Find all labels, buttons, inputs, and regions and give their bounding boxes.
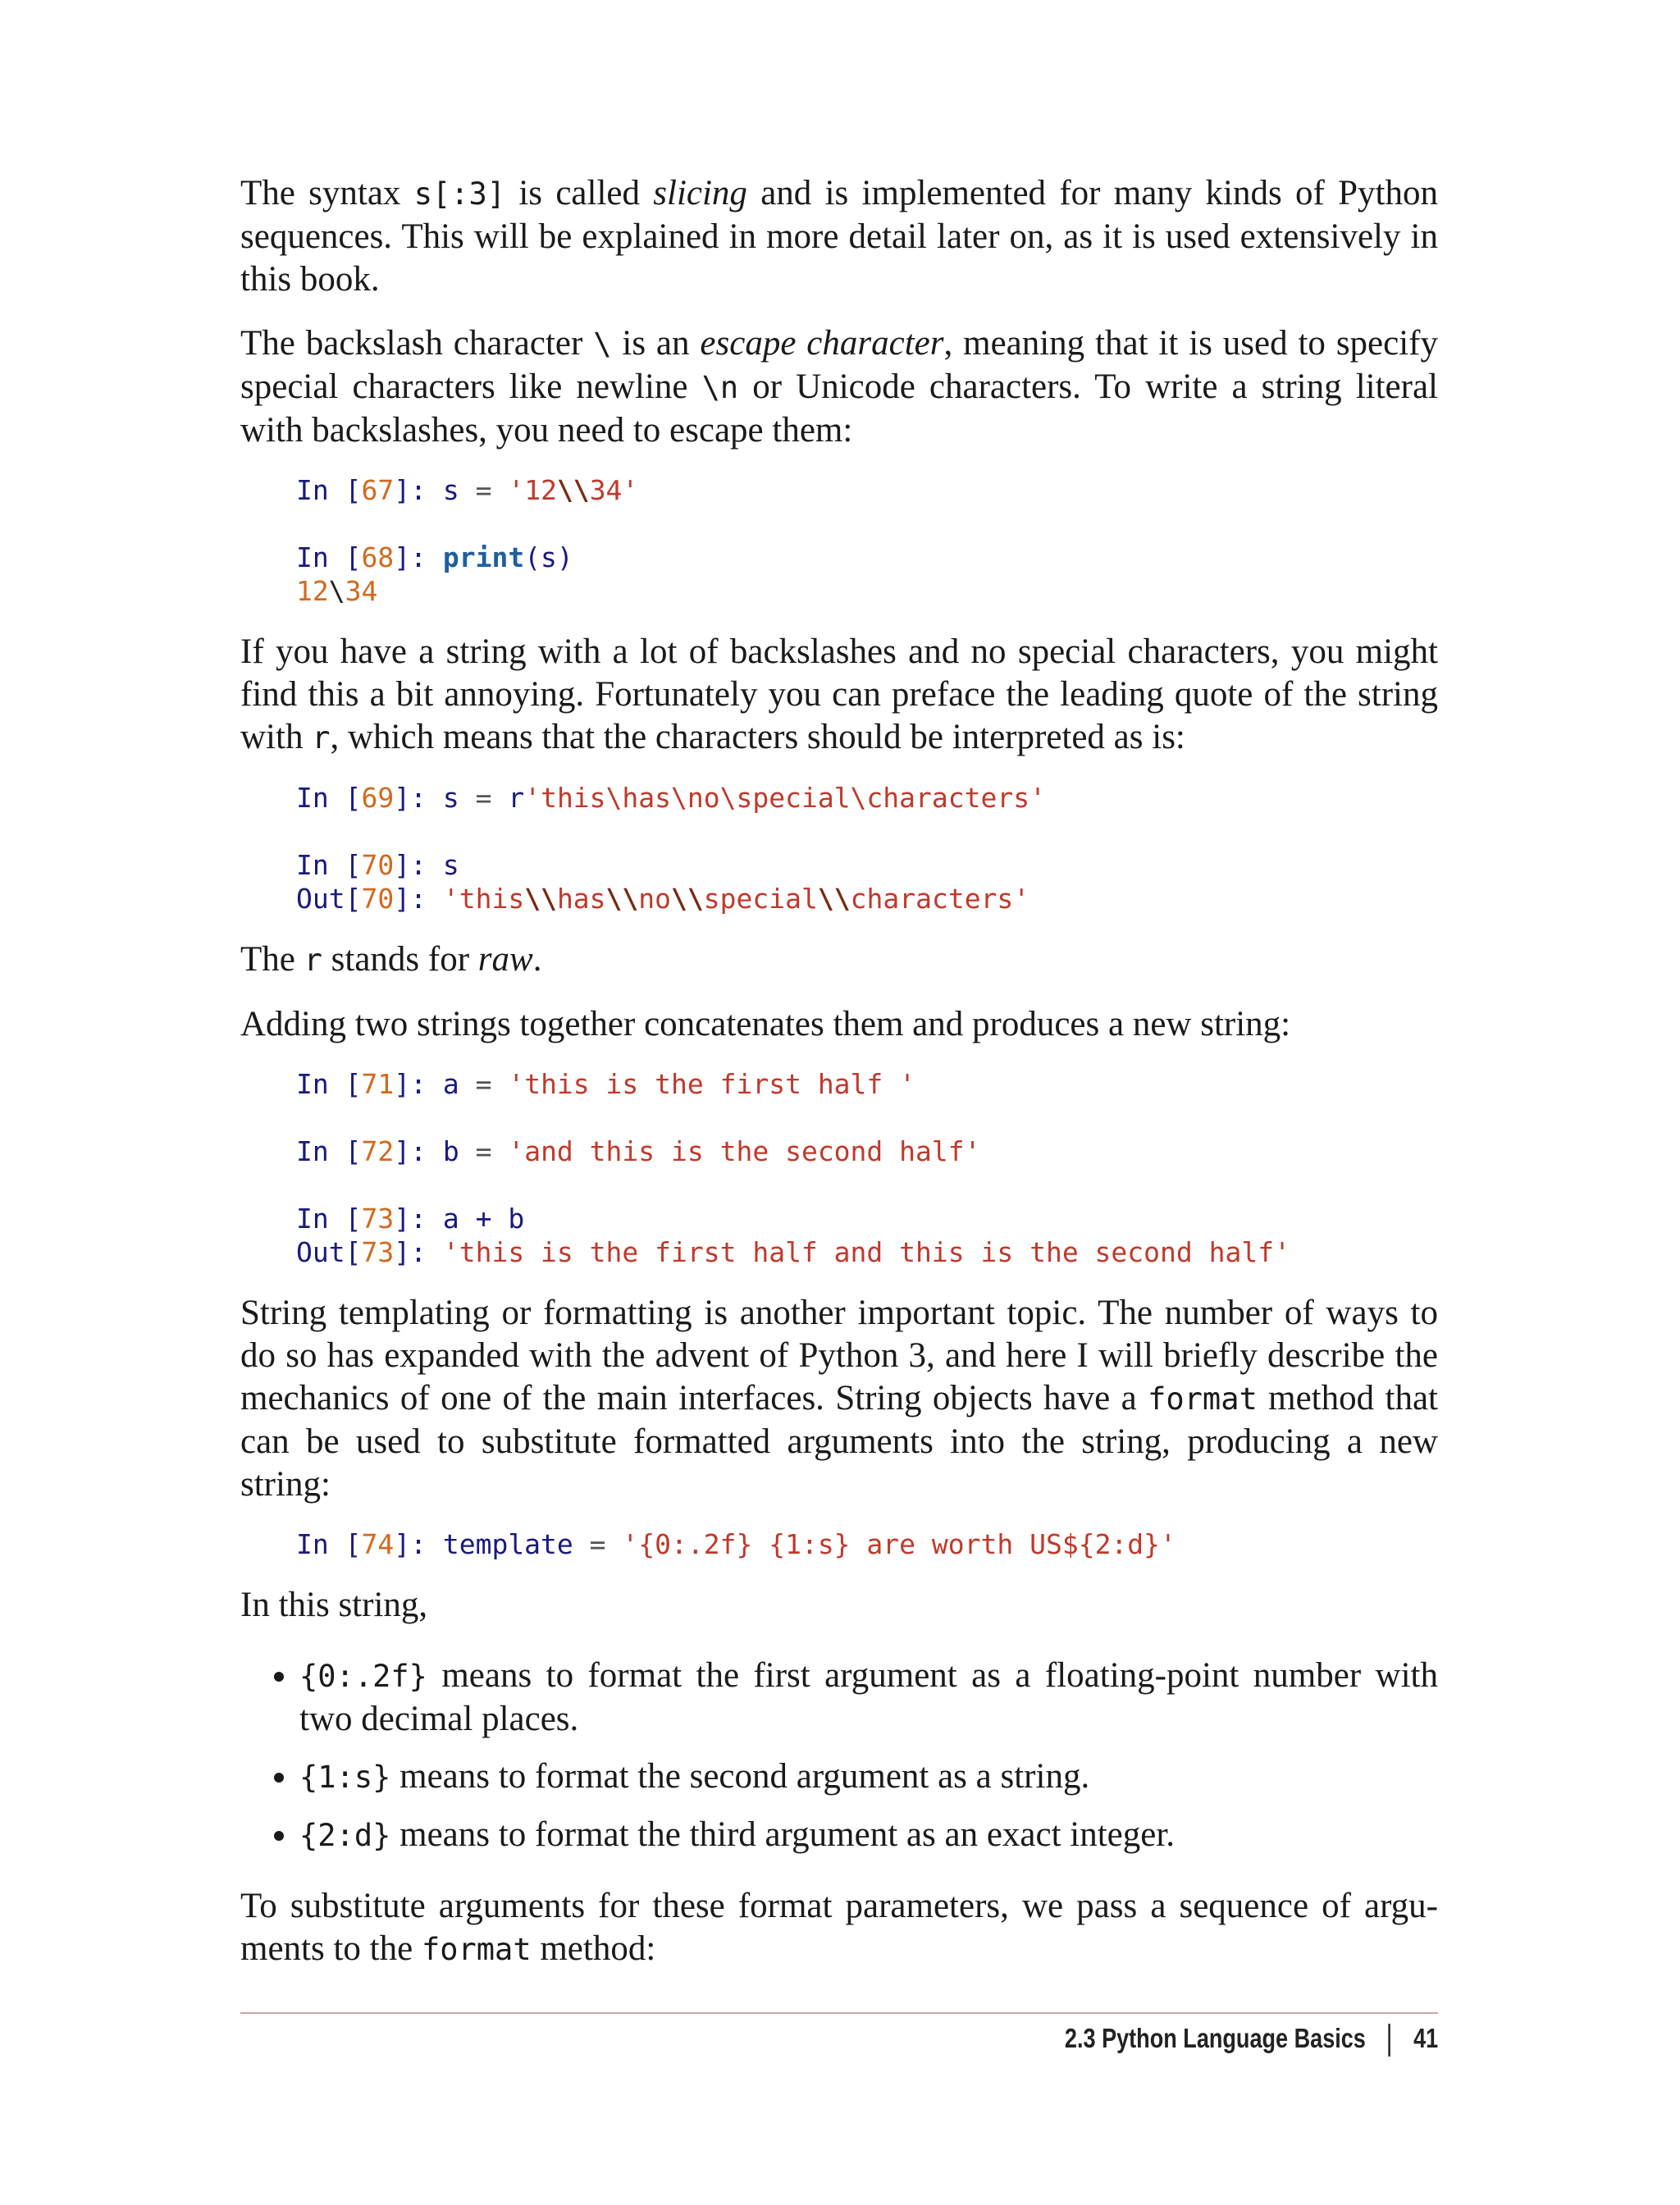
string: '{0:.2f} {1:s} are worth US${2:d}': [622, 1528, 1176, 1560]
prompt: In [: [296, 1135, 362, 1167]
emphasis: raw: [477, 940, 533, 979]
code-output: [296, 574, 1438, 608]
text: , meaning that it is used to specify special characters like newline: [240, 324, 1438, 406]
variable: s: [442, 474, 459, 506]
out-prompt: Out[: [296, 883, 362, 915]
code-block-template: [296, 1527, 1438, 1561]
prompt-number: 70: [361, 849, 395, 881]
escape: \\: [556, 474, 590, 506]
code-gap: [296, 507, 1438, 541]
page-content: [240, 172, 1438, 1993]
paragraph-in-this-string: In this string,: [240, 1586, 428, 1624]
code-line: [296, 781, 1438, 815]
prompt: In [: [296, 849, 362, 881]
operator: =: [459, 1068, 509, 1100]
prompt: In [: [296, 1528, 362, 1560]
text: String templating or formatting is another important topic. The number of ways to do so has expanded with the advent of Python 3, and here I will briefly describe the mechanics of one of the main interfaces. String objects have a: [240, 1294, 1438, 1418]
prompt: In [: [296, 541, 362, 573]
prompt: ]:: [394, 1135, 443, 1167]
arguments: (s): [524, 541, 573, 573]
prompt-number: 74: [361, 1528, 395, 1560]
text: is an: [611, 324, 701, 363]
prompt: ]:: [394, 1068, 443, 1100]
inline-code: \: [593, 326, 612, 362]
prompt: ]:: [394, 1528, 443, 1560]
code-line: [296, 1134, 1438, 1168]
inline-code: {1:s}: [299, 1760, 391, 1795]
prompt: ]:: [394, 1203, 443, 1235]
variable: s: [442, 782, 459, 814]
operator: =: [459, 474, 509, 506]
function: print: [442, 541, 525, 573]
string: 'this\has\no\special\characters': [524, 782, 1046, 814]
paragraph-raw: [240, 938, 1438, 982]
prompt: ]:: [394, 474, 443, 506]
code-gap: [296, 1168, 1438, 1202]
footer-divider: [240, 2012, 1438, 2014]
list-item: [299, 1814, 1438, 1857]
expression: a + b: [442, 1203, 525, 1235]
footer-section-title: 2.3 Python Language Basics: [1064, 2023, 1366, 2053]
inline-code: {0:.2f}: [299, 1659, 427, 1694]
footer-separator: [1389, 2024, 1390, 2057]
string: has: [556, 883, 606, 915]
output: 12: [296, 575, 329, 607]
code-line: [296, 1067, 1438, 1101]
text: method that can be used to substitute formatted arguments into the string, producing a new string:: [240, 1379, 1438, 1504]
paragraph-formatting: [240, 1292, 1438, 1506]
code-block-escape: [296, 473, 1438, 608]
code-line: [296, 1527, 1438, 1561]
variable: b: [442, 1135, 459, 1167]
paragraph-concat: Adding two strings together concatenates them and produces a new string:: [240, 1005, 1291, 1043]
text: The: [240, 940, 304, 979]
inline-code: format: [1148, 1381, 1258, 1417]
text: , which means that the characters should be interpreted as is:: [330, 718, 1185, 756]
prompt: In [: [296, 782, 362, 814]
text: If you have a string with a lot of backslashes and no special characters, you might find this a bit annoying. Fortunately you can preface the leading quote of the string with: [240, 632, 1438, 756]
string: 'this is the first half and this is the second half': [442, 1236, 1290, 1268]
escape: \\: [671, 883, 704, 915]
prompt-number: 70: [361, 883, 395, 915]
code-gap: [296, 1101, 1438, 1134]
string: no: [638, 883, 672, 915]
text: or Unicode characters. To write a string literal with backslashes, you need to escape them:: [240, 368, 1438, 450]
prompt-number: 69: [361, 782, 395, 814]
text: and is implemented for many kinds of Python sequences. This will be explained in more detail later on, as it is used extensively in this book.: [240, 174, 1438, 299]
string: '12: [508, 474, 557, 506]
variable: template: [442, 1528, 573, 1560]
code-block-raw: [296, 781, 1438, 915]
text: The backslash character: [240, 324, 594, 363]
page-number: 41: [1413, 2023, 1438, 2053]
string: characters': [850, 883, 1030, 915]
code-gap: [296, 815, 1438, 848]
prompt: In [: [296, 474, 362, 506]
escape: \\: [524, 883, 557, 915]
prompt-number: 73: [361, 1236, 395, 1268]
variable: a: [442, 1068, 459, 1100]
prompt: ]:: [394, 782, 443, 814]
emphasis: escape character: [700, 324, 944, 363]
string: 'and this is the second half': [508, 1135, 981, 1167]
prompt-number: 73: [361, 1203, 395, 1235]
code-output: [296, 882, 1438, 915]
string: special: [703, 883, 818, 915]
escape: \\: [605, 883, 639, 915]
text: method:: [531, 1929, 656, 1968]
paragraph-raw-intro: [240, 631, 1438, 760]
prompt: ]:: [394, 849, 443, 881]
list-item: [299, 1755, 1438, 1799]
text: .: [532, 940, 542, 979]
inline-code: format: [421, 1932, 532, 1967]
out-prompt: ]:: [394, 1236, 443, 1268]
inline-code: {2:d}: [299, 1818, 391, 1853]
paragraph-backslash: [240, 322, 1438, 452]
text: means to format the second argument as a string.: [390, 1757, 1090, 1796]
text: means to format the third argument as an exact integer.: [390, 1815, 1176, 1854]
prompt: In [: [296, 1068, 362, 1100]
string: 34': [589, 474, 639, 506]
code-line: [296, 541, 1438, 574]
prompt-number: 67: [361, 474, 395, 506]
output: \: [328, 575, 345, 607]
format-spec-list: [240, 1655, 1438, 1857]
text: is called: [505, 174, 654, 212]
code-line: [296, 1202, 1438, 1235]
code-line: [296, 848, 1438, 882]
text: The syntax: [240, 174, 414, 212]
variable: s: [442, 849, 459, 881]
prompt: In [: [296, 1203, 362, 1235]
inline-code: r: [304, 943, 322, 978]
operator: =: [459, 782, 509, 814]
prompt-number: 68: [361, 541, 395, 573]
inline-code: s[:3]: [413, 176, 506, 212]
prompt-number: 71: [361, 1068, 395, 1100]
out-prompt: Out[: [296, 1236, 362, 1268]
string: 'this: [442, 883, 525, 915]
text: means to format the first argument as a floating-point number with two decimal places.: [299, 1656, 1438, 1738]
output: 34: [345, 575, 378, 607]
paragraph-substitute: [240, 1885, 1438, 1971]
page-footer: [1065, 2023, 1438, 2057]
escape: \\: [817, 883, 851, 915]
operator: =: [459, 1135, 509, 1167]
inline-code: \n: [701, 370, 739, 405]
text: To substitute arguments for these format parameters, we pass a sequence of arguments to the: [240, 1887, 1438, 1968]
operator: =: [573, 1528, 623, 1560]
paragraph-slicing: [240, 172, 1438, 301]
prompt: ]:: [394, 541, 443, 573]
raw-prefix: r: [508, 782, 525, 814]
out-prompt: ]:: [394, 883, 443, 915]
code-block-concat: [296, 1067, 1438, 1269]
code-line: [296, 473, 1438, 507]
inline-code: r: [312, 720, 331, 756]
code-output: [296, 1235, 1438, 1269]
text: stands for: [322, 940, 478, 979]
list-item: [299, 1655, 1438, 1741]
string: 'this is the first half ': [508, 1068, 916, 1100]
emphasis: slicing: [653, 174, 747, 212]
prompt-number: 72: [361, 1135, 395, 1167]
